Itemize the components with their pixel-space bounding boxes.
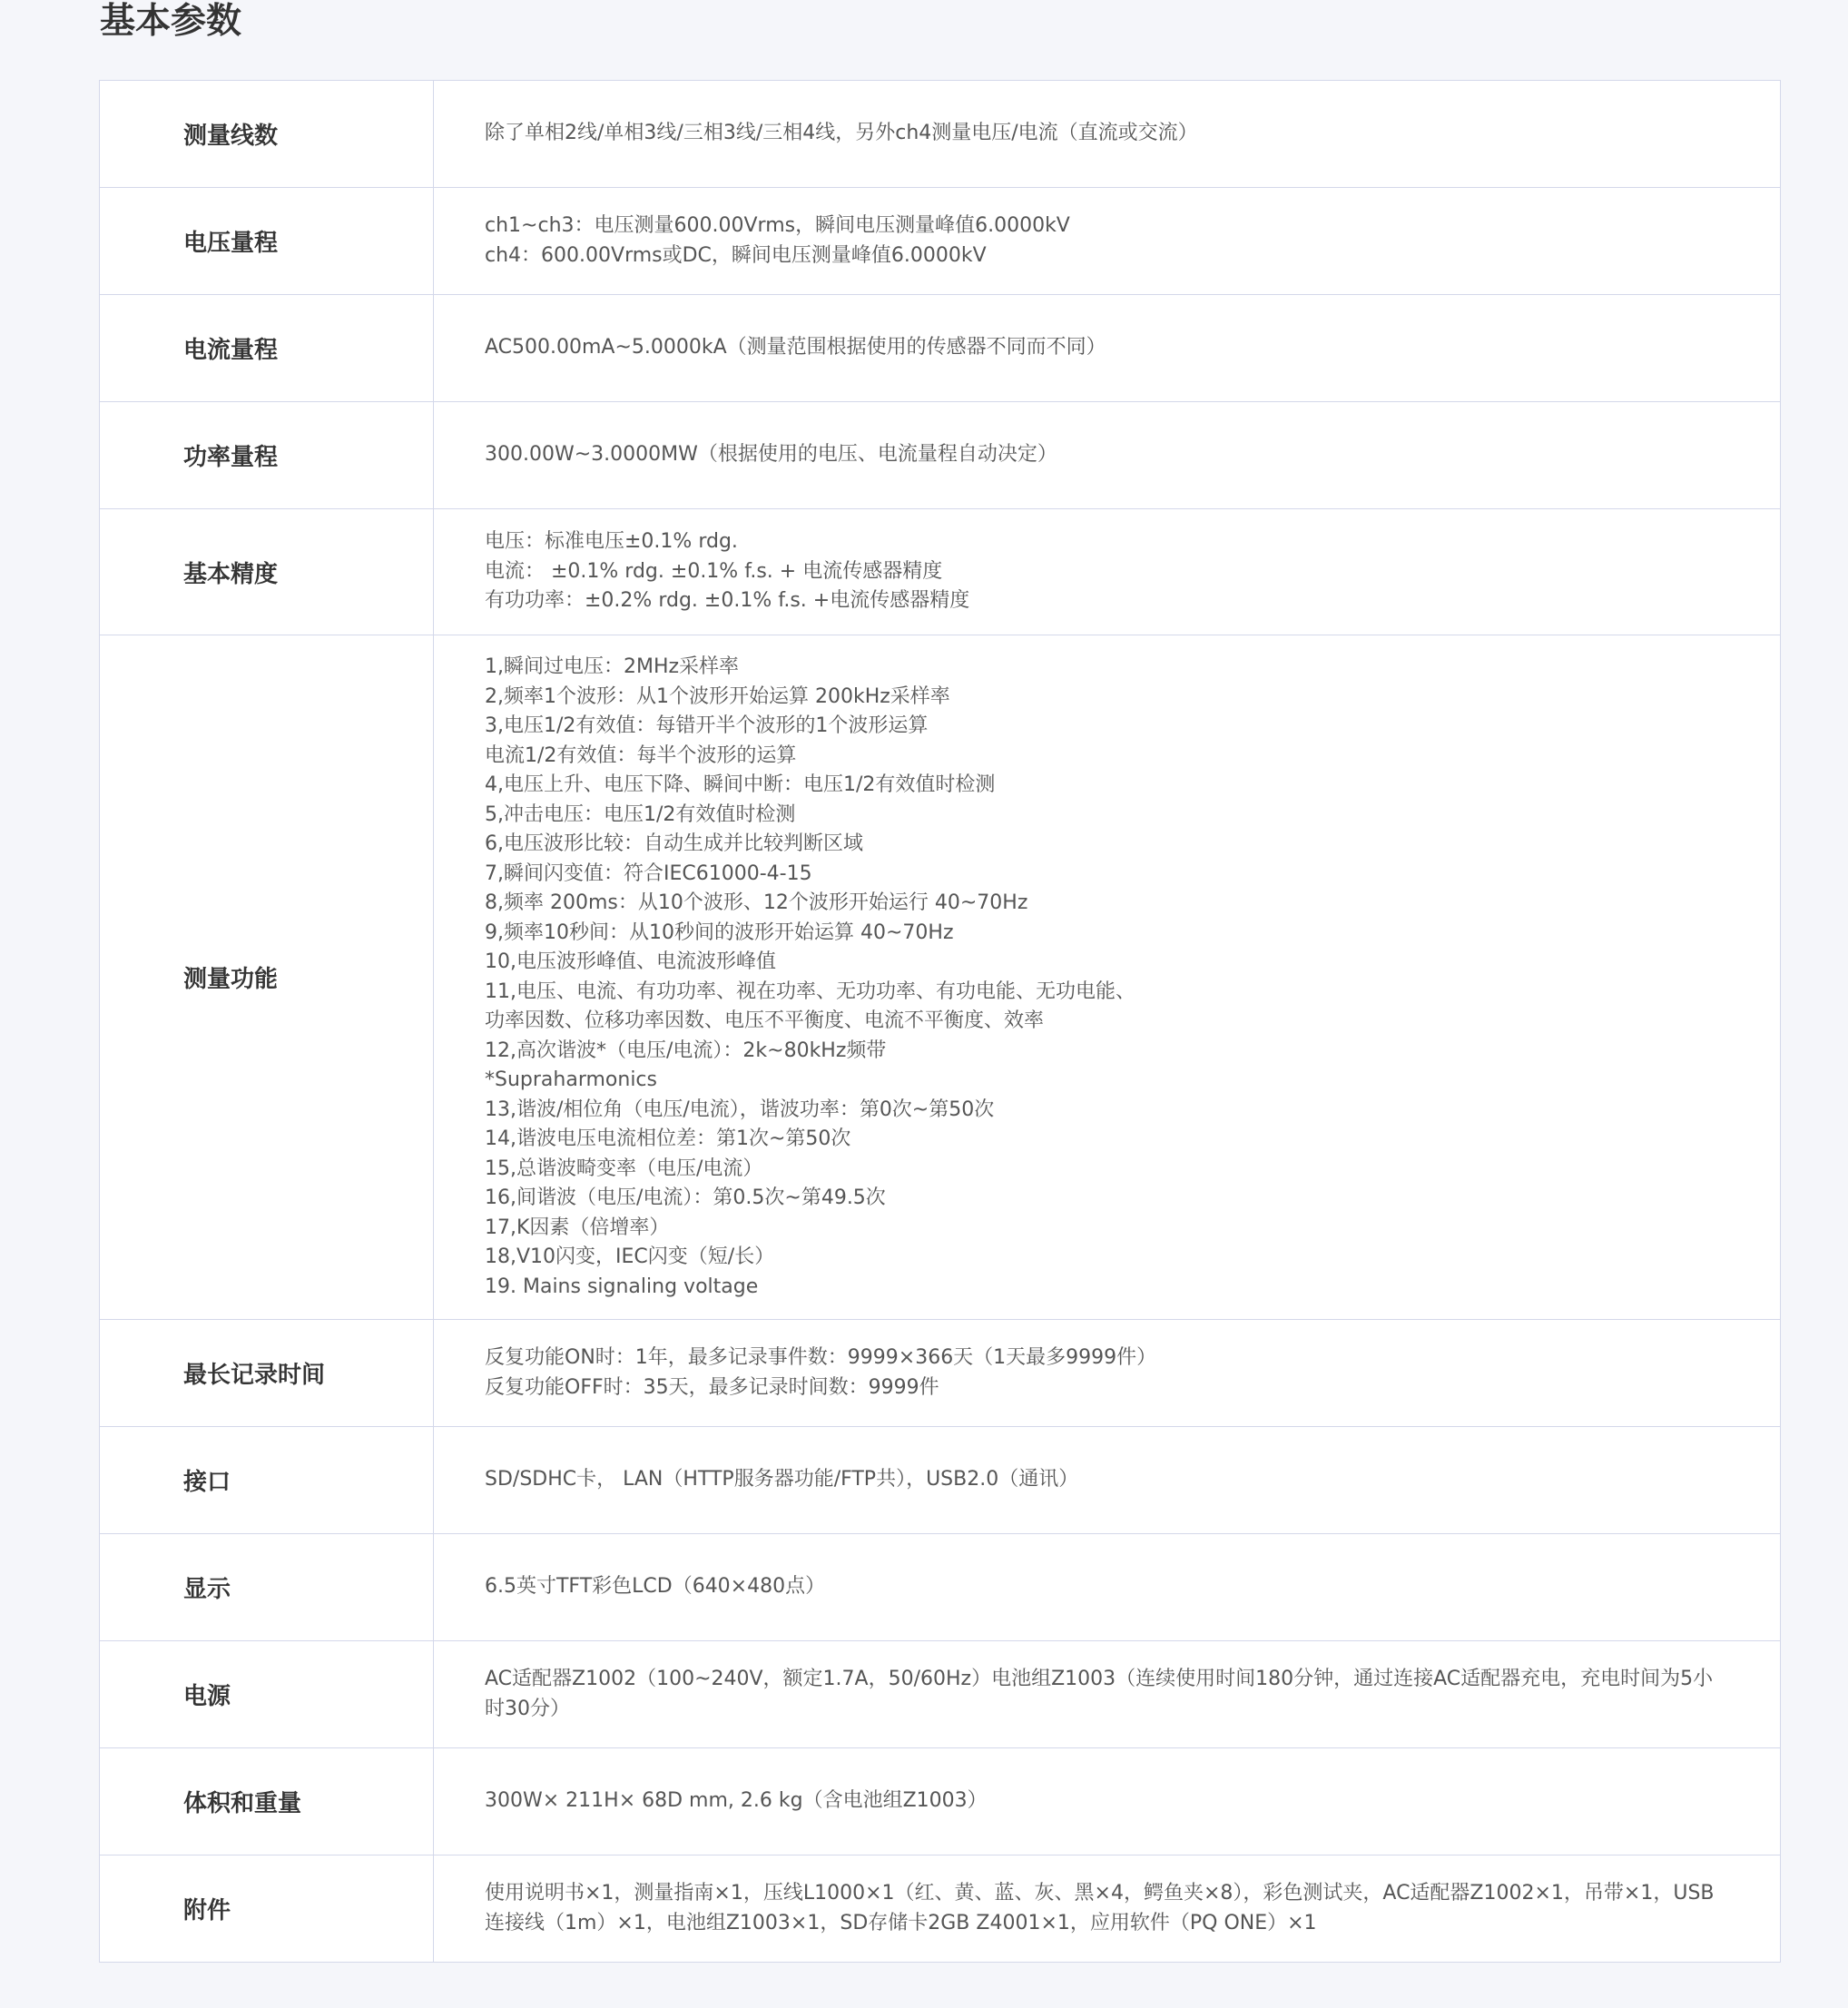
spec-value: [434, 402, 1781, 509]
spec-value-line: 6,电压波形比较：自动生成并比较判断区域: [485, 832, 863, 855]
spec-value-line: 反复功能OFF时：35天，最多记录时间数：9999件: [485, 1375, 939, 1399]
spec-label: 接口: [100, 1427, 434, 1534]
spec-row: [100, 1748, 1781, 1855]
spec-row: [100, 295, 1781, 402]
spec-row: [100, 188, 1781, 295]
spec-value: [434, 1534, 1781, 1641]
spec-value-line: 使用说明书×1，测量指南×1，压线L1000×1（红、黄、蓝、灰、黑×4，鳄鱼夹×8），彩色测试夹，AC适配器Z1002×1，吊带×1，USB连接线（1m）×1，电池组Z1003×1，SD存储卡2GB Z4001×1，应用软件（PQ ONE）×1: [485, 1882, 1715, 1934]
spec-value: [434, 1748, 1781, 1855]
spec-value-line: 除了单相2线/单相3线/三相3线/三相4线，另外ch4测量电压/电流（直流或交流）: [485, 122, 1198, 145]
spec-value-line: 300W× 211H× 68D mm, 2.6 kg（含电池组Z1003）: [485, 1789, 988, 1813]
spec-row: [100, 635, 1781, 1320]
spec-row: [100, 1855, 1781, 1963]
spec-value: [434, 188, 1781, 295]
spec-value-line: AC500.00mA~5.0000kA（测量范围根据使用的传感器不同而不同）: [485, 336, 1106, 359]
spec-row: [100, 81, 1781, 188]
spec-value-line: 6.5英寸TFT彩色LCD（640×480点）: [485, 1575, 826, 1599]
spec-value-line: *Supraharmonics: [485, 1068, 657, 1091]
spec-value-line: 8,频率 200ms：从10个波形、12个波形开始运行 40~70Hz: [485, 891, 1028, 914]
spec-row: [100, 1641, 1781, 1748]
spec-value-line: 1,瞬间过电压：2MHz采样率: [485, 655, 740, 678]
spec-label: 最长记录时间: [100, 1320, 434, 1427]
spec-value: [434, 295, 1781, 402]
spec-row: [100, 1427, 1781, 1534]
spec-label: 体积和重量: [100, 1748, 434, 1855]
spec-value-line: 7,瞬间闪变值：符合IEC61000-4-15: [485, 861, 812, 885]
spec-value: [434, 1855, 1781, 1963]
spec-value-line: 15,总谐波畸变率（电压/电流）: [485, 1157, 763, 1180]
spec-value-line: 12,高次谐波*（电压/电流）：2k~80kHz频带: [485, 1038, 887, 1062]
spec-label: 电流量程: [100, 295, 434, 402]
spec-row: [100, 1320, 1781, 1427]
spec-value-line: ch1~ch3：电压测量600.00Vrms，瞬间电压测量峰值6.0000kV: [485, 214, 1070, 237]
spec-value-line: 反复功能ON时：1年，最多记录事件数：9999×366天（1天最多9999件）: [485, 1346, 1157, 1369]
spec-value: [434, 1427, 1781, 1534]
spec-label: 测量功能: [100, 635, 434, 1320]
spec-value: [434, 81, 1781, 188]
spec-label: 功率量程: [100, 402, 434, 509]
spec-label: 电源: [100, 1641, 434, 1748]
spec-value-line: 2,频率1个波形：从1个波形开始运算 200kHz采样率: [485, 684, 950, 708]
spec-label: 电压量程: [100, 188, 434, 295]
spec-label: 附件: [100, 1855, 434, 1963]
page-title: 基本参数: [100, 1, 242, 42]
spec-value-line: 300.00W~3.0000MW（根据使用的电压、电流量程自动决定）: [485, 443, 1057, 467]
spec-value-line: 17,K因素（倍增率）: [485, 1216, 670, 1239]
spec-table-body: [100, 81, 1781, 1963]
spec-value-line: AC适配器Z1002（100~240V，额定1.7A，50/60Hz）电池组Z1003（连续使用时间180分钟，通过连接AC适配器充电，充电时间为5小时30分）: [485, 1668, 1714, 1720]
spec-value-line: 14,谐波电压电流相位差：第1次~第50次: [485, 1127, 851, 1150]
spec-value-line: 功率因数、位移功率因数、电压不平衡度、电流不平衡度、效率: [485, 1009, 1045, 1032]
spec-value-line: 13,谐波/相位角（电压/电流），谐波功率：第0次~第50次: [485, 1098, 995, 1121]
spec-label: 显示: [100, 1534, 434, 1641]
spec-value: [434, 1641, 1781, 1748]
spec-value-line: 4,电压上升、电压下降、瞬间中断：电压1/2有效值时检测: [485, 773, 996, 796]
spec-value: [434, 635, 1781, 1320]
spec-value-line: SD/SDHC卡， LAN（HTTP服务器功能/FTP共），USB2.0（通讯）: [485, 1468, 1079, 1491]
spec-value-line: 3,电压1/2有效值：每错开半个波形的1个波形运算: [485, 714, 929, 737]
spec-value-line: 10,电压波形峰值、电流波形峰值: [485, 950, 776, 973]
spec-value-line: 16,间谐波（电压/电流）：第0.5次~第49.5次: [485, 1186, 886, 1209]
spec-row: [100, 509, 1781, 635]
spec-table: [99, 80, 1781, 1963]
spec-label: 基本精度: [100, 509, 434, 635]
spec-value-line: 11,电压、电流、有功功率、视在功率、无功功率、有功电能、无功电能、: [485, 979, 1135, 1003]
spec-value-line: 电压：标准电压±0.1% rdg.: [485, 530, 738, 554]
spec-row: [100, 402, 1781, 509]
spec-value: [434, 1320, 1781, 1427]
spec-value: [434, 509, 1781, 635]
spec-value-line: 18,V10闪变，IEC闪变（短/长）: [485, 1245, 775, 1268]
spec-value-line: 电流： ±0.1% rdg. ±0.1% f.s. + 电流传感器精度: [485, 559, 943, 583]
spec-value-line: 9,频率10秒间：从10秒间的波形开始运算 40~70Hz: [485, 920, 954, 944]
spec-value-line: 有功功率：±0.2% rdg. ±0.1% f.s. +电流传感器精度: [485, 589, 970, 613]
spec-value-line: 5,冲击电压：电压1/2有效值时检测: [485, 802, 796, 826]
spec-value-line: 电流1/2有效值：每半个波形的运算: [485, 743, 797, 767]
spec-row: [100, 1534, 1781, 1641]
spec-label: 测量线数: [100, 81, 434, 188]
spec-value-line: ch4：600.00Vrms或DC，瞬间电压测量峰值6.0000kV: [485, 243, 987, 267]
spec-value-line: 19. Mains signaling voltage: [485, 1275, 759, 1298]
